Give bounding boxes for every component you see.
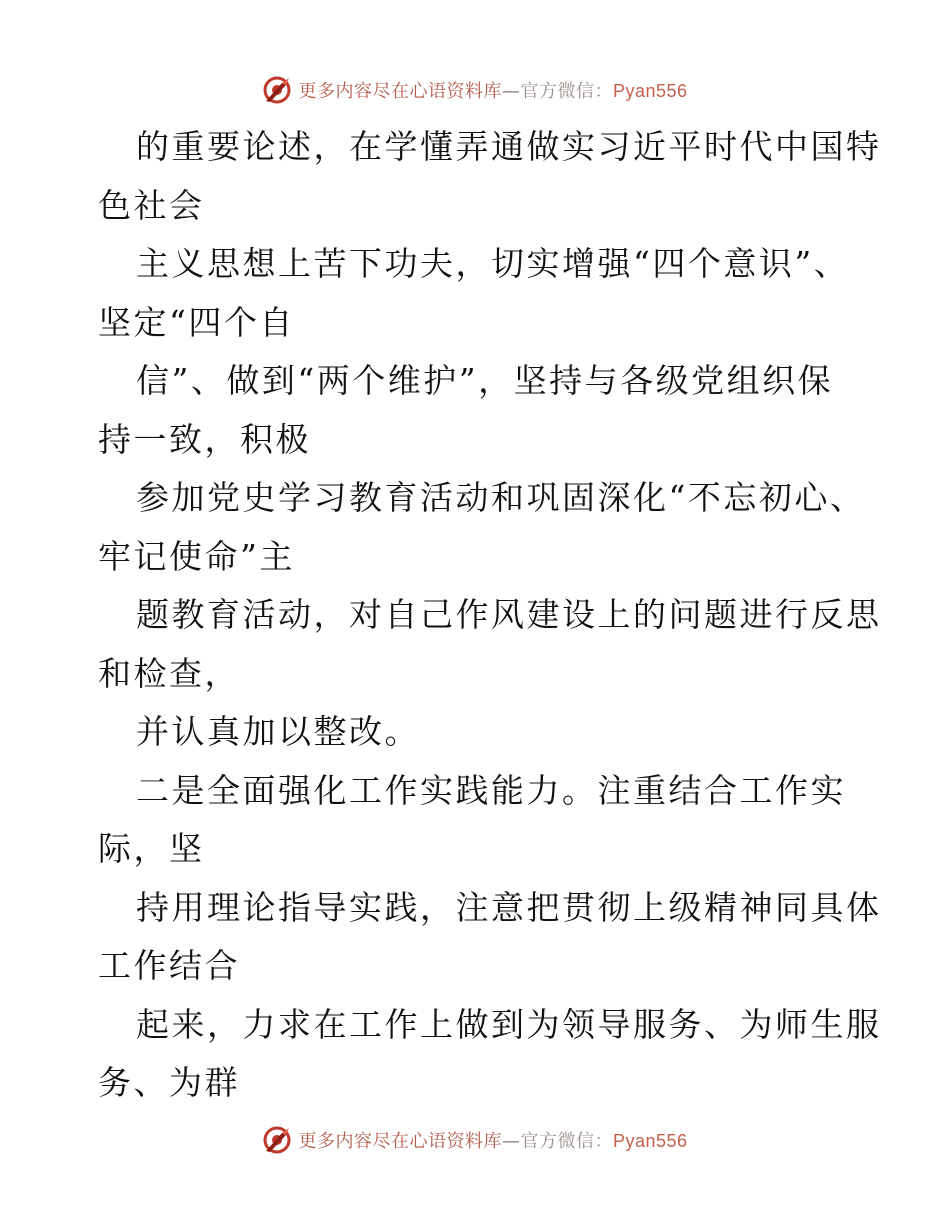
- watermark-text: [298, 77, 687, 103]
- text-line: 坚定“四个自: [98, 302, 295, 342]
- text-line: 持用理论指导实践，注意把贯彻上级精神同具体: [136, 887, 882, 927]
- watermark-library: 更多内容尽在心语资料库: [298, 81, 502, 102]
- quill-logo-icon: [262, 75, 292, 105]
- text-line: 并认真加以整改。: [136, 712, 420, 751]
- watermark-wechat-label: 官方微信：: [520, 1131, 613, 1152]
- text-line: 色社会: [98, 185, 205, 225]
- text-line: 信”、做到“两个维护”，坚持与各级党组织保: [136, 361, 834, 400]
- watermark-text: [298, 1127, 687, 1153]
- text-line: 主义思想上苦下功夫，切实增强“四个意识”、: [136, 244, 850, 283]
- text-line: 题教育活动，对自己作风建设上的问题进行反思: [136, 595, 882, 634]
- text-line: 务、为群: [98, 1063, 240, 1102]
- header-watermark: [0, 72, 950, 108]
- watermark-dash: —: [501, 81, 521, 102]
- text-line: 持一致，积极: [98, 419, 311, 459]
- text-line: 和检查，: [98, 653, 240, 693]
- text-line: 牢记使命”主: [98, 536, 295, 576]
- footer-watermark: [0, 1122, 950, 1158]
- text-line: 工作结合: [98, 946, 240, 985]
- text-line: 起来，力求在工作上做到为领导服务、为师生服: [136, 1004, 882, 1044]
- watermark-wechat-id: Pyan556: [612, 81, 688, 101]
- watermark-wechat-label: 官方微信：: [520, 81, 613, 102]
- watermark-wechat-id: Pyan556: [612, 1131, 688, 1151]
- document-body: [98, 118, 882, 1113]
- text-line: 参加党史学习教育活动和巩固深化“不忘初心、: [136, 478, 866, 517]
- watermark-library: 更多内容尽在心语资料库: [298, 1131, 502, 1152]
- quill-logo-icon: [262, 1125, 292, 1155]
- text-line: 际，坚: [98, 829, 205, 868]
- text-line: 二是全面强化工作实践能力。注重结合工作实: [136, 770, 846, 810]
- text-line: 的重要论述，在学懂弄通做实习近平时代中国特: [136, 127, 882, 166]
- watermark-dash: —: [501, 1131, 521, 1152]
